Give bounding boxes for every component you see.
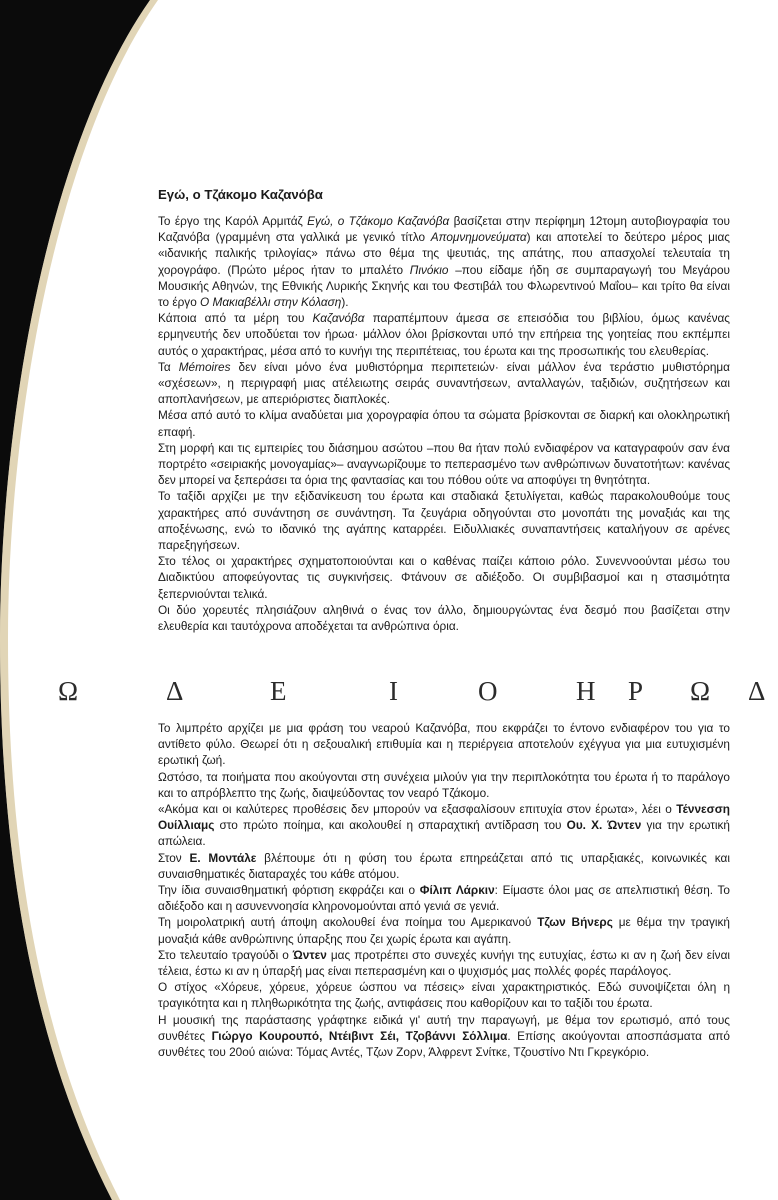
paragraph [158, 1012, 730, 1061]
watermark-letter: Ω [690, 676, 711, 706]
text-run: Οι δύο χορευτές πλησιάζουν αληθινά ο ένας τον άλλο, δημιουργώντας ένα δεσμό που βασίζεται στην ελευθερία και ταυτόχρονα αποδέχεται τα ανθρώπινα όρια. [158, 602, 730, 634]
paragraph [158, 801, 730, 850]
italic-title: Απομνημονεύματα [430, 230, 527, 245]
bold-name: Τέννεσση Ουίλλιαμς [158, 802, 730, 833]
text-run: Ωστόσο, τα ποιήματα που ακούγονται στη συνέχεια μιλούν για την περιπλοκότητα του έρωτα ή το παράλογο και το απρόβλεπτο της ζωής, διαψεύδοντας τον νεαρό Τζάκομο. [158, 769, 730, 800]
text-run: Ο στίχος «Χόρευε, χόρευε, χόρευε ώσπου να πέσεις» είναι χαρακτηριστικός. Εδώ συνοψίζεται όλη η τραγικότητα και η πληθωρικότητα της ζωής, αντιφάσεις που καθορίζουν και το ταξίδι του έρωτα. [158, 980, 730, 1011]
paragraph [158, 310, 730, 359]
bold-name: Γιώργο Κουρουπό, Ντέιβιντ Σέι, Τζοβάννι Σόλλιμα [211, 1028, 508, 1043]
section-casanova [158, 186, 730, 634]
paragraph [158, 359, 730, 408]
text-run: Το ταξίδι αρχίζει με την εξιδανίκευση του έρωτα και σταδιακά ξετυλίγεται, καθώς παρακολουθούμε τους χαρακτήρες από συνάντηση σε συνάντηση. Τα ζευγάρια οδηγούνται στο μονοπάτι της μοναξιάς και της αποξένωσης, ενώ το ιδανικό της αγάπης καταρρέει. Ειδυλλιακές συναπαντήσεις καταλήγουν σε αρένες παρεξηγήσεων. [158, 489, 730, 553]
paragraph [158, 602, 730, 634]
text-run: βασίζεται στην περίφημη 12τομη αυτοβιογραφία του Καζανόβα (γραμμένη στα γαλλικά με γενικό τίτλο [158, 214, 731, 245]
text-run: Στο τελευταίο τραγούδι ο [158, 947, 293, 962]
paragraph [158, 947, 730, 979]
text-run: ) και αποτελεί το δεύτερο μέρος μιας «ιδανικής παλικής τριλογίας» πάνω στο θέμα της ψευτιάς, της απάτης, που απασχολεί τελευταία τη χορογράφο. (Πρώτο μέρος ήταν το μπαλέτο [158, 230, 730, 277]
paragraph [158, 488, 730, 553]
paragraph [158, 213, 730, 310]
paragraph [158, 769, 730, 801]
section-heading: Εγώ, ο Τζάκομο Καζανόβα [158, 187, 323, 202]
italic-title: Ο Μακιαβέλλι στην Κόλαση [200, 295, 342, 310]
italic-title: Πινόκιο [409, 262, 449, 277]
text-run: μας προτρέπει στο συνεχές κυνήγι της ευτυχίας, έστω κι αν η ζωή δεν είναι τέλεια, έστω κι αν η ύπαρξή μας είναι πεπερασμένη και ο ψυχισμός μας πολλές φορές παράλογος. [158, 947, 731, 979]
text-run: για την ερωτική απώλεια. [158, 818, 730, 849]
text-run: Το λιμπρέτο αρχίζει με μια φράση του νεαρού Καζανόβα, που εκφράζει το έντονο ενδιαφέρον του για το αντίθετο φύλο. Θεωρεί ότι η σεξουαλική επιθυμία και η περιέργεια αποτελούν εχέγγυα για μια ευτυχισμένη ερωτική ζωή. [158, 721, 730, 768]
paragraph [158, 914, 730, 946]
text-run: «Ακόμα και οι καλύτερες προθέσεις δεν μπορούν να εξασφαλίσουν επιτυχία στον έρωτα», λέει ο [158, 802, 677, 817]
bold-name: Τζων Βήνερς [537, 915, 613, 930]
text-run: ). [341, 295, 349, 310]
bold-name: Ου. Χ. Ώντεν [566, 818, 642, 833]
section-libretto [158, 720, 730, 1060]
bold-name: Φίλιπ Λάρκιν [419, 883, 495, 898]
text-run: : Είμαστε όλοι μας σε απελπιστική θέση. Το αδιέξοδο και η ασυνεννοησία κληρονομούνται από γενιά σε γενιά. [158, 883, 730, 914]
text-run: παραπέμπουν άμεσα σε επεισόδια του βιβλίου, όμως κανένας ερμηνευτής δεν υποδύεται τον ήρωα· μάλλον όλοι βρίσκονται υπό την επήρεια της γοητείας που εκπέμπει αυτός ο χαρακτήρας, μέσα από το κυνήγι της περιπέτειας, του έρωτα και της προσωπικής του ελευθερίας. [158, 311, 730, 358]
paragraph [158, 553, 730, 602]
paragraph [158, 850, 730, 882]
watermark-letter: Δ [748, 676, 766, 706]
text-run: Την ίδια συναισθηματική φόρτιση εκφράζει και ο [158, 883, 420, 898]
text-run: με θέμα την τραγική μοναξιά κάθε ανθρώπινης ύπαρξης που ζει χωρίς έρωτα και αγάπη. [158, 915, 730, 946]
paragraph [158, 979, 730, 1011]
text-run: στο πρώτο ποίημα, και ακολουθεί η σπαραχτική αντίδραση του [214, 818, 567, 833]
section1-paragraphs [158, 213, 730, 634]
watermark-letter: Ρ [628, 676, 644, 706]
section2-paragraphs [158, 720, 730, 1060]
text-run: Τα [158, 359, 179, 374]
watermark-letter: Ο [478, 676, 498, 706]
text-run: Κάποια από τα μέρη του [158, 311, 313, 326]
text-run: βλέπουμε ότι η φύση του έρωτα επηρεάζεται από τις υπαρξιακές, κοινωνικές και συναισθηματικές διαταραχές του κάθε ατόμου. [158, 850, 730, 881]
text-run: Στο τέλος οι χαρακτήρες σχηματοποιούνται και ο καθένας παίζει κάποιο ρόλο. Συνεννοούνται μέσω του Διαδικτύου αποφεύγοντας τις συγκινήσεις. Φτάνουν σε αδιέξοδο. Οι συμβιβασμοί και η στασιμότητα ξεπερνιούνται τελικά. [158, 554, 730, 601]
watermark-letter: Ι [389, 676, 398, 706]
text-run: . Επίσης ακούγονται αποσπάσματα από συνθέτες του 20ού αιώνα: Τόμας Αντές, Τζων Ζορν, Άλφρεντ Σνίτκε, Τζουστίνο Ντι Γκρεγκόριο. [158, 1028, 730, 1060]
paragraph [158, 407, 730, 439]
bold-name: Ε. Μοντάλε [189, 850, 257, 865]
italic-title: Καζανόβα [312, 311, 365, 326]
paragraph [158, 882, 730, 914]
watermark-letter: Ε [270, 676, 287, 706]
watermark-letters [0, 676, 778, 716]
text-run: Στον [158, 850, 190, 865]
text-run: Το έργο της Καρόλ Αρμιτάζ [158, 214, 308, 228]
italic-title: Mémoires [178, 359, 231, 374]
bold-name: Ώντεν [292, 947, 327, 962]
text-run: Η μουσική της παράστασης γράφτηκε ειδικά γι' αυτή την παραγωγή, με θέμα τον ερωτισμό, από τους συνθέτες [158, 1012, 730, 1043]
text-run: –που είδαμε ήδη σε συμπαραγωγή του Μεγάρου Μουσικής Αθηνών, της Εθνικής Λυρικής Σκηνής και του Φεστιβάλ του Φλωρεντινού Μαΐου– και τρίτο θα είναι το έργο [158, 262, 731, 310]
text-run: δεν είναι μόνο ένα μυθιστόρημα περιπετειών· είναι μάλλον ένα τεράστιο μυθιστόρημα «σχέσεων», η περιγραφή μιας ατέλειωτης σειράς συναντήσεων, ανταλλαγών, ταξιδιών, συζητήσεων και αποπλανήσεων, με απεριόριστες διαπλοκές. [158, 359, 730, 407]
text-run: Στη μορφή και τις εμπειρίες του διάσημου ασώτου –που θα ήταν πολύ ενδιαφέρον να καταγραφούν σαν ένα πορτρέτο «σειριακής μονογαμίας»– αναγνωρίζουμε το πεπερασμένο των ανθρώπινων δυνατοτήτων: κανένας δεν μπορεί να ξεπεράσει τα όρια της φαντασίας και του πόθου ούτε να αποφύγει τη θνητότητα. [158, 440, 730, 488]
watermark-letter: Ω [58, 676, 79, 706]
text-run: Τη μοιρολατρική αυτή άποψη ακολουθεί ένα ποίημα του Αμερικανού [158, 915, 538, 930]
paragraph [158, 720, 730, 769]
watermark-letter: Δ [166, 676, 184, 706]
watermark-letter: Η [576, 676, 596, 706]
paragraph [158, 440, 730, 489]
italic-title: Εγώ, ο Τζάκομο Καζανόβα [307, 214, 450, 228]
text-run: Μέσα από αυτό το κλίμα αναδύεται μια χορογραφία όπου τα σώματα βρίσκονται σε διαρκή και ολοκληρωτική επαφή. [158, 408, 730, 439]
